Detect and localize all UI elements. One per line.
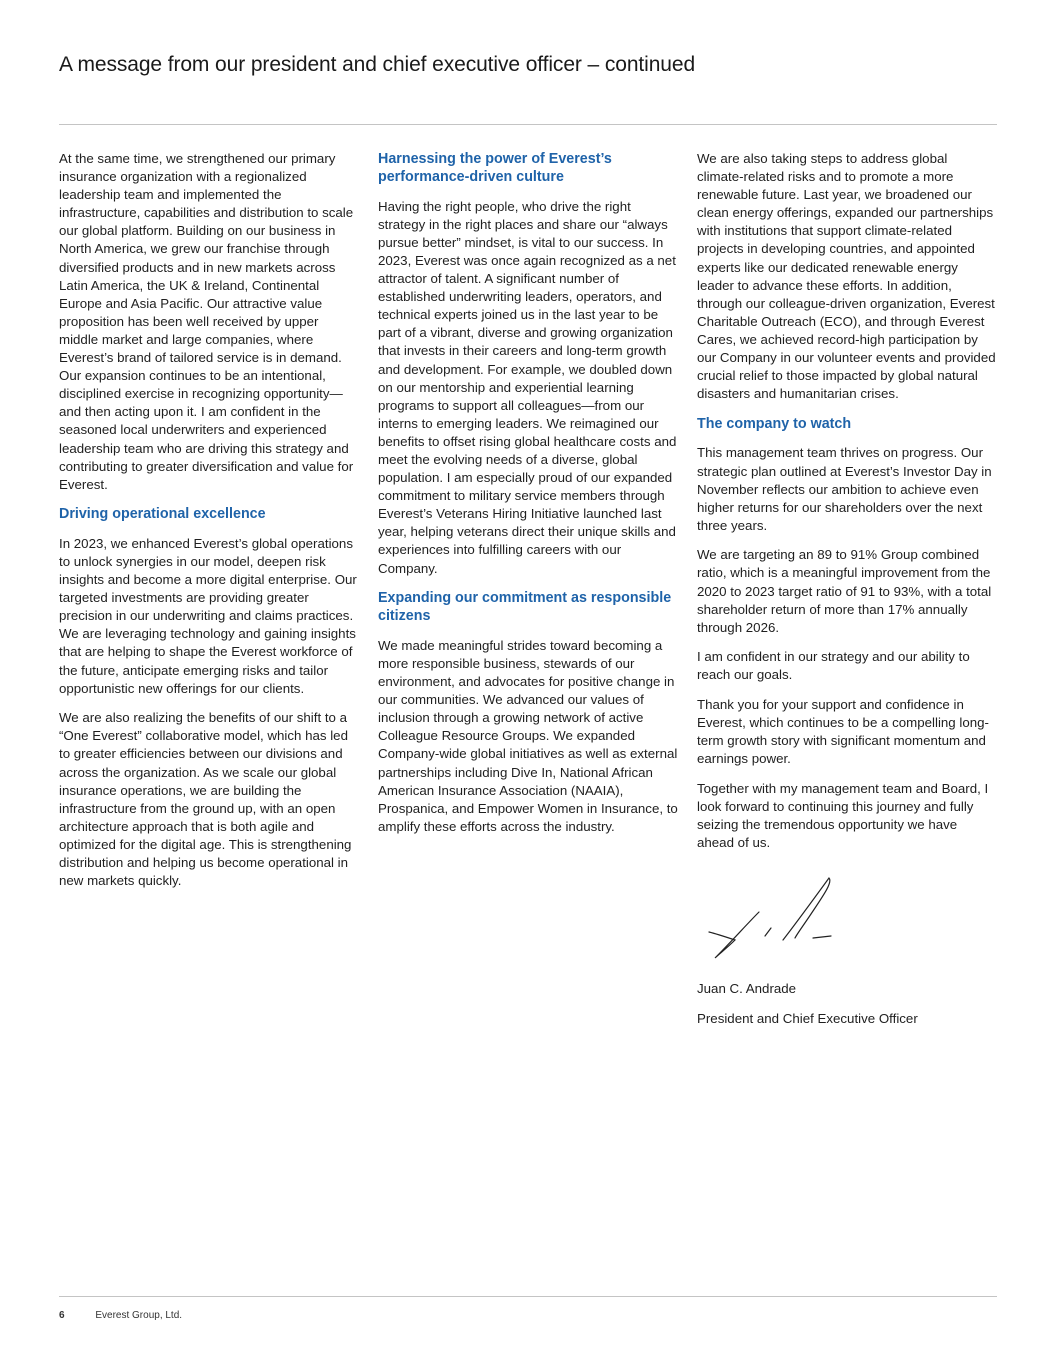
page-footer — [59, 1310, 182, 1321]
signatory-name: Juan C. Andrade — [697, 981, 797, 997]
body-paragraph: We are also taking steps to address global climate-related risks and to promote a more renewable future. Last year, we broadened our clean energy offerings, expanded our partnerships with institutions that support climate-related projects in developing countries, and appointed experts like our dedicated renewable energy leader to advance these efforts. In addition, through our colleague-driven organization, Everest Charitable Outreach (ECO), and through Everest Cares, we achieved record-high participation by our Company in our volunteer events and provided crucial relief to those impacted by global natural disasters and humanitarian crises. — [697, 151, 996, 402]
section-heading-company-to-watch: The company to watch — [697, 415, 852, 432]
footer-company-name: Everest Group, Ltd. — [95, 1310, 183, 1321]
body-paragraph: We are targeting an 89 to 91% Group combined ratio, which is a meaningful improvement from the 2020 to 2023 target ratio of 91 to 93%, with a total shareholder return of more than 17% annually through 2026. — [697, 547, 992, 635]
body-paragraph: We are also realizing the benefits of our shift to a “One Everest” collaborative model, which has led to greater efficiencies between our divisions and across the organization. As we scale our global insurance operations, we are building the infrastructure from the ground up, with an open architecture approach that is both agile and optimized for the digital age. This is strengthening distribution and helping us become operational in new markets quickly. — [59, 710, 352, 889]
body-paragraph: I am confident in our strategy and our ability to reach our goals. — [697, 649, 970, 683]
footer-divider — [59, 1296, 997, 1297]
header-divider — [59, 124, 997, 125]
body-paragraph: This management team thrives on progress. Our strategic plan outlined at Everest’s Investor Day in November reflects our ambition to achieve even higher returns for our shareholders over the next three years. — [697, 445, 992, 533]
handwritten-signature — [703, 874, 843, 966]
column-right — [697, 150, 997, 1039]
signatory-title: President and Chief Executive Officer — [697, 1010, 918, 1026]
body-paragraph: In 2023, we enhanced Everest’s global operations to unlock synergies in our model, deepen risk insights and become a more digital enterprise. Our targeted investments are providing greater precision in our underwriting and claims practices. We are leveraging technology and gaining insights that are helping to shape the Everest workforce of the future, anticipate emerging risks and tailor opportunistic new offerings for our clients. — [59, 535, 357, 696]
section-heading-operational-excellence: Driving operational excellence — [59, 506, 266, 523]
body-paragraph: Thank you for your support and confidence in Everest, which continues to be a compelling long-term growth story with significant momentum and earnings power. — [697, 697, 989, 767]
body-paragraph: We made meaningful strides toward becoming a more responsible business, stewards of our environment, and advocates for positive change in our communities. We advanced our values of inclusion through a growing network of active Colleague Resource Groups. We expanded Company-wide global initiatives as well as external partnerships including Dive In, National African American Insurance Association (NAAIA), Prospanica, and Empower Women in Insurance, to amplify these efforts across the industry. — [378, 637, 678, 834]
section-heading-responsible-citizens: Expanding our commitment as responsible citizens — [378, 590, 672, 625]
body-paragraph: Having the right people, who drive the right strategy in the right places and share our “always pursue better” mindset, is vital to our success. In 2023, Everest was once again recognized as a net attractor of talent. A significant number of established underwriting leaders, operators, and technical experts joined us in the last year to be part of a vibrant, diverse and growing organization that invests in their careers and long-term growth and development. For example, we doubled down on our mentorship and experiential learning programs to support all colleagues—from our interns to emerging leaders. We reimagined our benefits to offset rising global healthcare costs and meet the evolving needs of a diverse, global population. I am especially proud of our expanded commitment to military service members through Everest’s Veterans Hiring Initiative launched last year, helping veterans direct their unique skills and experiences into fulfilling careers with our Company. — [378, 198, 677, 576]
section-heading-performance-culture: Harnessing the power of Everest’s performance-driven culture — [378, 151, 612, 186]
page-title: A message from our president and chief executive officer – continued — [59, 53, 696, 76]
page-number: 6 — [59, 1310, 65, 1321]
body-paragraph: Together with my management team and Board, I look forward to continuing this journey and fully seizing the tremendous opportunity we have ahead of us. — [697, 780, 989, 851]
column-middle — [378, 150, 678, 847]
body-paragraph: At the same time, we strengthened our primary insurance organization with a regionalized leadership team and implemented the infrastructure, capabilities and distribution to scale our global platform. Building on our business in North America, we grew our franchise through diversified products and in new markets across Latin America, the UK & Ireland, Continental Europe and Asia Pacific. Our attractive value proposition has been well received by upper middle market and large companies, where Everest’s brand of tailored service is in demand. Our expansion continues to be an intentional, disciplined exercise in recognizing opportunity—and then acting upon it. I am confident in the seasoned local underwriters and experienced leadership team who are driving this strategy and contributing to greater diversification and value for Everest. — [59, 151, 354, 492]
column-left — [59, 150, 359, 902]
